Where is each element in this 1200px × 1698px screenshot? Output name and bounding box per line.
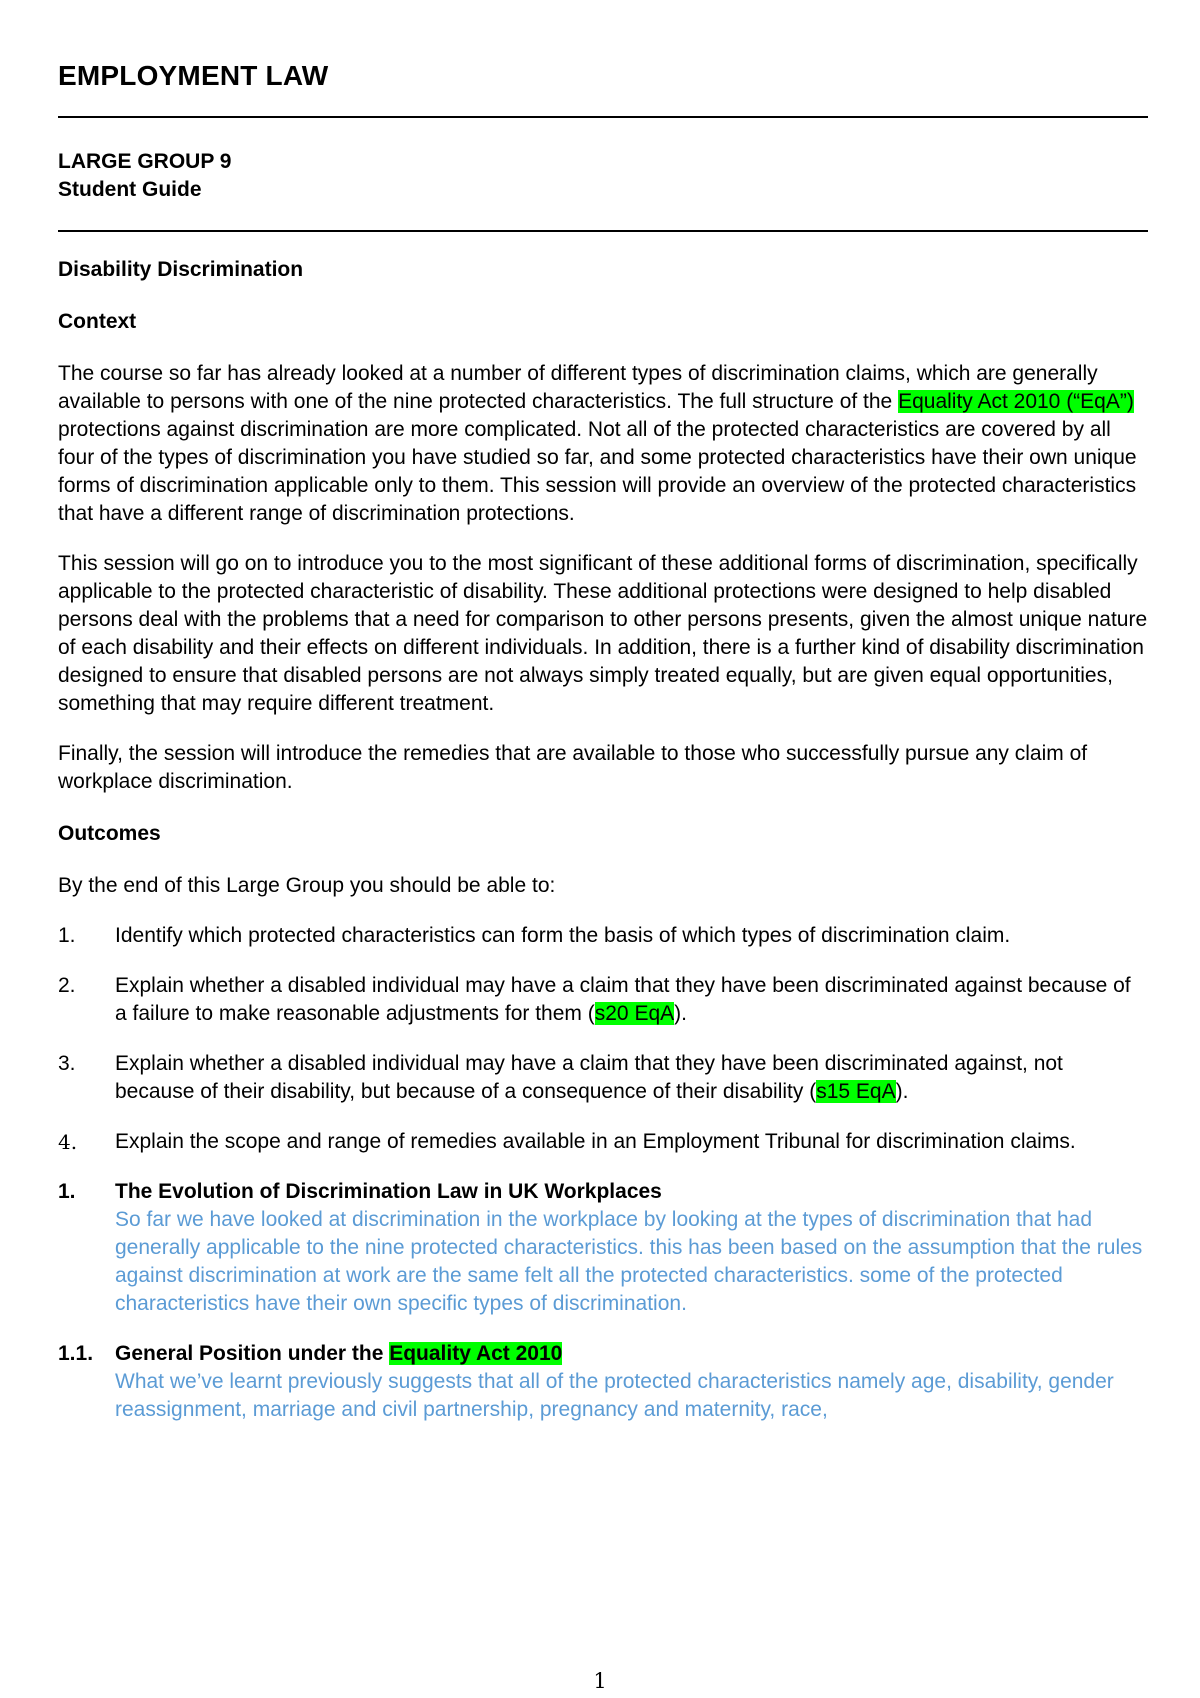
outcome-number: 1. bbox=[58, 924, 76, 947]
context-paragraph-1 bbox=[58, 360, 1148, 528]
outcome-text-b: ). bbox=[895, 1080, 909, 1103]
outcome-text bbox=[115, 972, 1148, 1028]
outcome-text-b: ). bbox=[674, 1002, 687, 1025]
context-heading: Context bbox=[58, 310, 137, 333]
section-heading-text: General Position under the bbox=[115, 1342, 390, 1365]
section-notes: So far we have looked at discrimination in the workplace by looking at the types of discrimination that had generally applicable to the nine protected characteristics. this has been based on the assumption that the rules against discrimination at work are the same felt all the protected characteristics. some of the protected characteristics have their own specific types of discrimination. bbox=[115, 1208, 1143, 1315]
section-heading: The Evolution of Discrimination Law in UK Workplaces bbox=[115, 1180, 662, 1203]
outcome-number: 3. bbox=[58, 1052, 76, 1075]
outcome-text: Explain the scope and range of remedies available in an Employment Tribunal for discrimination claims. bbox=[115, 1130, 1076, 1153]
s15-highlight: s15 EqA bbox=[816, 1080, 896, 1103]
s20-highlight: s20 EqA bbox=[594, 1002, 675, 1025]
section-notes: What we’ve learnt previously suggests that all of the protected characteristics namely age, disability, gender reassignment, marriage and civil partnership, pregnancy and maternity, race, bbox=[115, 1370, 1114, 1421]
group-label: LARGE GROUP 9 bbox=[58, 150, 232, 173]
outcome-text bbox=[115, 1050, 1148, 1106]
topic-heading: Disability Discrimination bbox=[58, 258, 304, 281]
section-number: 1. bbox=[58, 1180, 76, 1203]
outcome-item-4 bbox=[58, 1128, 1148, 1156]
guide-label: Student Guide bbox=[58, 178, 202, 201]
outcomes-intro: By the end of this Large Group you should be able to: bbox=[58, 874, 556, 897]
context-p1-text-a: The course so far has already looked at a number of different types of discrimination claims, which are generally available to persons with one of the nine protected characteristics. The full structure of the bbox=[58, 362, 1098, 413]
section-content bbox=[115, 1340, 1148, 1424]
document-page bbox=[58, 58, 1148, 1424]
outcome-number: 4. bbox=[58, 1130, 78, 1154]
outcome-text: Identify which protected characteristics can form the basis of which types of discrimination claim. bbox=[115, 924, 1011, 947]
page-number: 1 bbox=[593, 1669, 607, 1693]
header-divider bbox=[58, 230, 1148, 232]
outcome-item-3 bbox=[58, 1050, 1148, 1106]
title-divider bbox=[58, 116, 1148, 118]
section-content bbox=[115, 1178, 1148, 1318]
section-number: 1.1. bbox=[58, 1342, 94, 1365]
context-paragraph-3: Finally, the session will introduce the remedies that are available to those who successfully pursue any claim of workplace discrimination. bbox=[58, 742, 1088, 793]
document-title: EMPLOYMENT LAW bbox=[58, 60, 329, 91]
outcomes-heading: Outcomes bbox=[58, 822, 161, 845]
outcome-number: 2. bbox=[58, 974, 76, 997]
section-heading bbox=[115, 1340, 1148, 1368]
outcome-item-2 bbox=[58, 972, 1148, 1028]
guide-header bbox=[58, 148, 1148, 204]
outcome-item-1 bbox=[58, 922, 1148, 950]
section-1-1 bbox=[58, 1340, 1148, 1424]
section-1 bbox=[58, 1178, 1148, 1318]
outcome-text-a: Explain whether a disabled individual may have a claim that they have been discriminated against because of a failure to make reasonable adjustments for them ( bbox=[115, 974, 1131, 1025]
context-p1-text-b: protections against discrimination are more complicated. Not all of the protected characteristics are covered by all four of the types of discrimination you have studied so far, and some protected characteristics have their own unique forms of discrimination applicable only to them. This session will provide an overview of the protected characteristics that have a different range of discrimination protections. bbox=[58, 418, 1137, 525]
equality-act-2010-highlight: Equality Act 2010 bbox=[389, 1342, 563, 1365]
outcome-text-a: Explain whether a disabled individual may have a claim that they have been discriminated against, not because of their disability, but because of a consequence of their disability ( bbox=[115, 1052, 1063, 1103]
context-paragraph-2: This session will go on to introduce you to the most significant of these additional forms of discrimination, specifically applicable to the protected characteristic of disability. These additional protections were designed to help disabled persons deal with the problems that a need for comparison to other persons presents, given the almost unique nature of each disability and their effects on different individuals. In addition, there is a further kind of disability discrimination designed to ensure that disabled persons are not always simply treated equally, but are given equal opportunities, something that may require different treatment. bbox=[58, 552, 1148, 715]
equality-act-highlight: Equality Act 2010 (“EqA”) bbox=[898, 390, 1134, 413]
